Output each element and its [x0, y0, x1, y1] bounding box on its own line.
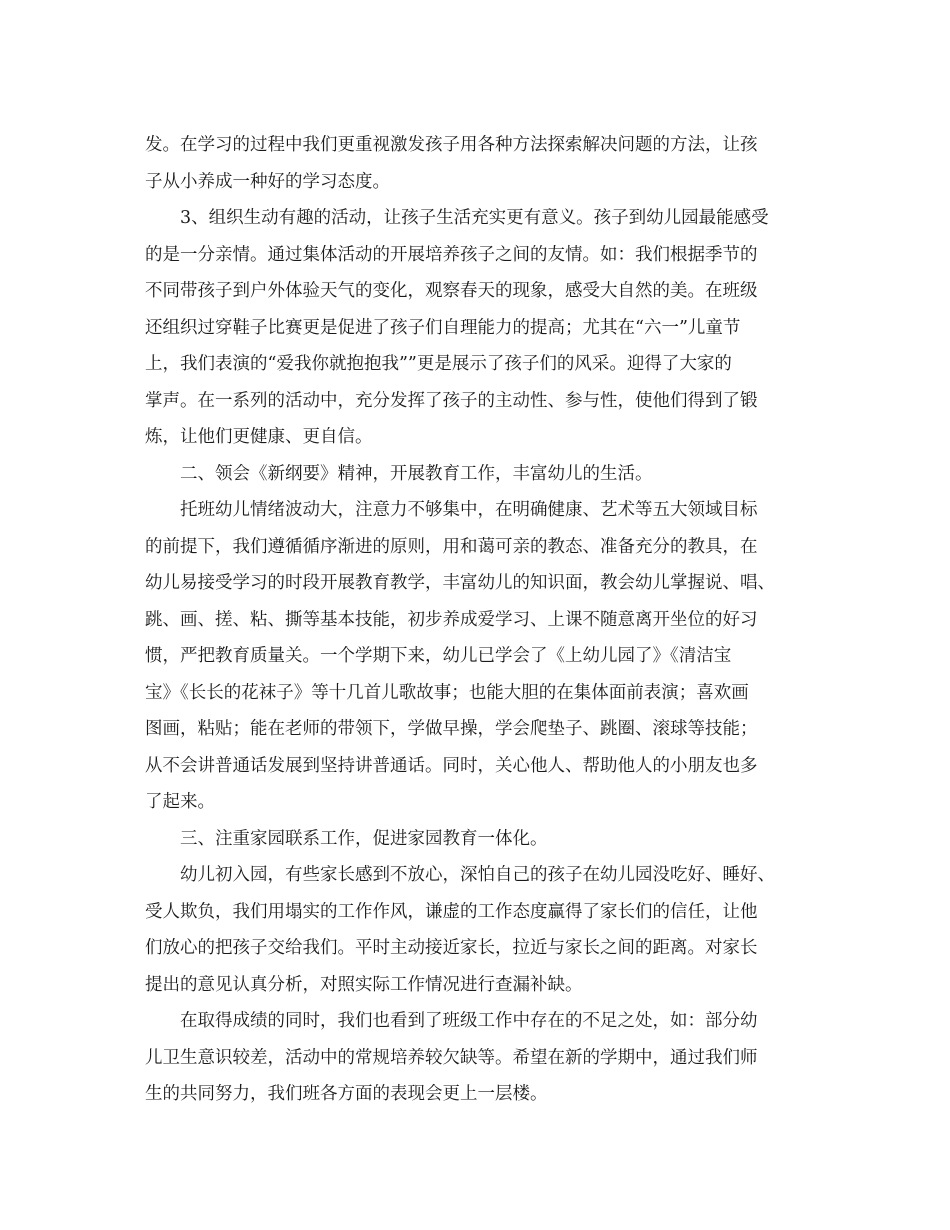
text-line: 三、注重家园联系工作，促进家园教育一体化。 — [180, 828, 548, 849]
text-line: 的前提下，我们遵循循序渐进的原则，用和蔼可亲的教态、准备充分的教具，在 — [145, 536, 758, 557]
text-line: 从不会讲普通话发展到坚持讲普通话。同时，关心他人、帮助他人的小朋友也多 — [145, 755, 758, 776]
text-line: 宝》《长长的花袜子》等十几首儿歌故事；也能大胆的在集体面前表演；喜欢画 — [145, 682, 749, 703]
text-line: 惯，严把教育质量关。一个学期下来，幼儿已学会了《上幼儿园了》《清洁宝 — [145, 646, 732, 666]
text-line: 托班幼儿情绪波动大，注意力不够集中，在明确健康、艺术等五大领域目标 — [180, 500, 758, 520]
text-line: 在取得成绩的同时，我们也看到了班级工作中存在的不足之处，如：部分幼 — [180, 1011, 758, 1031]
text-line: 受人欺负，我们用塌实的工作作风，谦虚的工作态度赢得了家长们的信任，让他 — [145, 901, 758, 922]
text-line: 的是一分亲情。通过集体活动的开展培养孩子之间的友情。如：我们根据季节的 — [145, 244, 758, 265]
text-line: 幼儿初入园，有些家长感到不放心，深怕自己的孩子在幼儿园没吃好、睡好、 — [180, 865, 775, 885]
text-line: 还组织过穿鞋子比赛更是促进了孩子们自理能力的提高；尤其在“六一”儿童节 — [145, 317, 741, 338]
text-line: 不同带孩子到户外体验天气的变化，观察春天的现象，感受大自然的美。在班级 — [145, 281, 758, 301]
text-line: 提出的意见认真分析，对照实际工作情况进行查漏补缺。 — [145, 974, 583, 995]
text-line: 上，我们表演的“爱我你就抱抱我””更是展示了孩子们的风采。迎得了大家的 — [145, 354, 732, 374]
text-line: 炼，让他们更健康、更自信。 — [145, 427, 373, 447]
text-line: 图画，粘贴；能在老师的带领下，学做早操，学会爬垫子、跳圈、滚球等技能； — [145, 719, 758, 739]
text-line: 跳、画、搓、粘、撕等基本技能，初步养成爱学习、上课不随意离开坐位的好习 — [145, 609, 758, 630]
text-line: 了起来。 — [145, 792, 215, 812]
text-line: 发。在学习的过程中我们更重视激发孩子用各种方法探索解决问题的方法，让孩 — [145, 135, 758, 155]
text-line: 子从小养成一种好的学习态度。 — [145, 171, 390, 192]
text-line: 掌声。在一系列的活动中，充分发挥了孩子的主动性、参与性，使他们得到了锻 — [145, 390, 758, 411]
text-line: 二、领会《新纲要》精神，开展教育工作，丰富幼儿的生活。 — [180, 463, 653, 484]
text-line: 幼儿易接受学习的时段开展教育教学，丰富幼儿的知识面，教会幼儿掌握说、唱、 — [145, 573, 775, 593]
text-line: 儿卫生意识较差，活动中的常规培养较欠缺等。希望在新的学期中，通过我们师 — [145, 1047, 758, 1068]
text-line: 生的共同努力，我们班各方面的表现会更上一层楼。 — [145, 1084, 548, 1104]
document-body — [145, 127, 810, 1113]
text-line: 3、组织生动有趣的活动，让孩子生活充实更有意义。孩子到幼儿园最能感受 — [180, 208, 769, 228]
text-line: 们放心的把孩子交给我们。平时主动接近家长，拉近与家长之间的距离。对家长 — [145, 938, 758, 958]
